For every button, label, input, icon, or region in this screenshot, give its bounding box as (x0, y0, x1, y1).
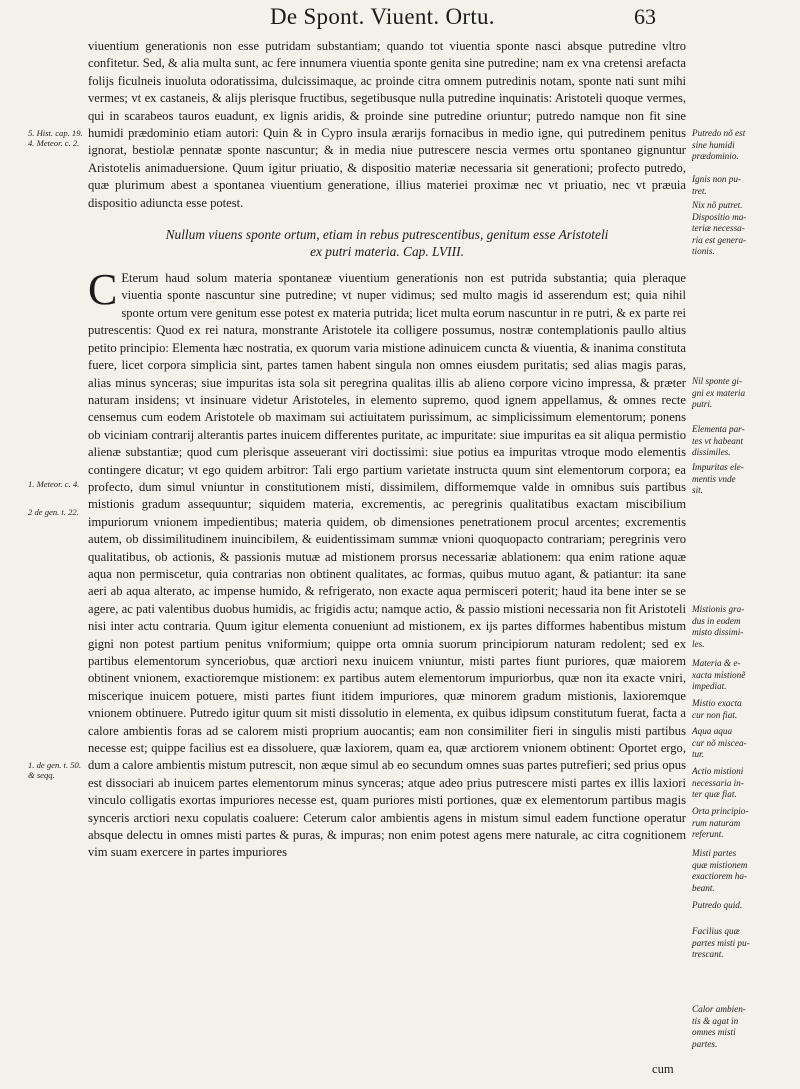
note-line: partes. (692, 1038, 718, 1049)
note-line: Mistio exacta (692, 698, 742, 708)
note-line: sine humidi (692, 139, 735, 150)
note-line: ter quæ fiat. (692, 789, 737, 800)
chapter-heading-line-2: ex putri materia. Cap. LVIII. (310, 244, 464, 260)
note-line: Putredo nõ est (692, 128, 746, 138)
running-header (0, 4, 800, 32)
note-line: tret. (692, 185, 707, 196)
note-line: 1. Meteor. c. 4. (28, 479, 80, 489)
note-line: misto dissimi- (692, 627, 744, 638)
note-line: quæ mistionem (692, 859, 748, 870)
right-margin-note (692, 604, 780, 650)
note-line: dus in eodem (692, 615, 741, 626)
note-line: Impuritas ele- (692, 462, 744, 472)
left-margin-note (28, 128, 86, 148)
note-line: referunt. (692, 829, 724, 840)
note-line: sit. (692, 485, 703, 496)
note-line: Aqua aqua (692, 726, 733, 736)
note-line: tes vt habeant (692, 435, 744, 446)
note-line: cur non fiat. (692, 709, 738, 720)
running-title: De Spont. Viuent. Ortu. (270, 4, 495, 29)
note-line: Calor ambien- (692, 1004, 746, 1014)
note-line: tionis. (692, 246, 715, 257)
right-margin-note (692, 698, 780, 721)
note-line: Elementa par- (692, 424, 745, 434)
paragraph-1: viuentium generationis non esse putridam substantiam; quando tot viuentia sponte nasci absque putredine vltro confitetur. Sed, & alia multa sunt, ac fere innumera viuentia sponte genita sine putredine; nam ex vna cretensi arefacta folijs ficulneis inuoluta odoratissima, dulcissimaque, ac proinde citra omnem putredinis notam, sponte nati sunt mihi vermes; vt ex castaneis, & alijs plerisque fructibus, segetibusque nulla putredine inquinatis: Aristoteli quoque vermes, qui in scarabeos tauros euadunt, ex lignis aridis, & proinde sine putredine oriuntur; putredo namque non fit sine humidi prædominio etiam autori: Quin & in Cypro insula ærarijs fornacibus in medio igne, qui putredinem penitus ignorat, bestiolæ pennatæ sponte nascuntur; & in media niue putrescere nescia vermes ortu spontaneo gignuntur Aristotelis animaduersione. Quum igitur priuatio, & dispositio materiæ necessaria sit generationi; profecto putredo, quæ plurimum abest a spontanea viuentium generatione, illius materiei proximæ nec vt priuatio, nec vt præuia dispositio adiuncta esse potest. (88, 39, 686, 210)
note-line: beant. (692, 882, 715, 893)
note-line: Ignis non pu- (692, 174, 741, 184)
left-margin-note (28, 507, 86, 517)
right-margin-note (692, 200, 780, 258)
note-line: teriæ necessa- (692, 223, 745, 234)
right-margin-note (692, 174, 780, 197)
note-line: gni ex materia (692, 387, 746, 398)
note-line: xacta mistionẽ (692, 669, 746, 680)
paragraph-2 (88, 265, 686, 862)
note-line: 5. Hist. cap. 19. (28, 128, 83, 138)
note-line: Orta principio- (692, 806, 749, 816)
note-line: exactiorem ha- (692, 871, 748, 882)
chapter-heading-line-1: Nullum viuens sponte ortum, etiam in rebus putrescentibus, genitum esse Aristoteli (165, 227, 609, 243)
right-margin-note (692, 1004, 780, 1050)
note-line: rum naturam (692, 817, 741, 828)
note-line: putri. (692, 399, 713, 410)
left-margin-note (28, 760, 86, 780)
note-line: Materia & e- (692, 658, 741, 668)
note-line: necessaria in- (692, 777, 744, 788)
note-line: impediat. (692, 681, 727, 692)
right-margin-note (692, 926, 780, 961)
note-line: Dispositio ma- (692, 211, 747, 222)
note-line: tur. (692, 749, 704, 760)
right-margin-note (692, 766, 780, 801)
note-line: prædominio. (692, 151, 739, 162)
right-margin-note (692, 900, 780, 912)
note-line: dissimiles. (692, 447, 731, 458)
right-margin-note (692, 462, 780, 497)
note-line: ria est genera- (692, 234, 747, 245)
note-line: les. (692, 638, 705, 649)
note-line: trescant. (692, 949, 724, 960)
right-margin-note (692, 726, 780, 761)
note-line: omnes misti (692, 1027, 736, 1038)
note-line: cur nõ miscea- (692, 737, 747, 748)
note-line: 1. de gen. t. 50. (28, 760, 81, 770)
note-line: Putredo quid. (692, 900, 743, 910)
note-line: mentis vnde (692, 473, 736, 484)
note-line: Misti partes (692, 848, 737, 858)
drop-capital: C (88, 265, 118, 315)
left-margin-note (28, 479, 86, 489)
right-margin-note (692, 848, 780, 894)
note-line: & seqq. (28, 770, 55, 780)
note-line: Nil sponte gi- (692, 376, 743, 386)
catchword: cum (652, 1062, 674, 1076)
note-line: partes misti pu- (692, 937, 750, 948)
note-line: 4. Meteor. c. 2. (28, 138, 80, 148)
note-line: Mistionis gra- (692, 604, 745, 614)
note-line: tis & agat in (692, 1015, 739, 1026)
main-text (88, 38, 686, 862)
page-number: 63 (634, 4, 656, 29)
chapter-heading (88, 226, 686, 260)
right-margin-note (692, 806, 780, 841)
right-margin-note (692, 424, 780, 459)
note-line: Nix nõ putret. (692, 200, 743, 210)
note-line: 2 de gen. t. 22. (28, 507, 79, 517)
note-line: Facilius quæ (692, 926, 740, 936)
right-margin-note (692, 376, 780, 411)
right-margin-note (692, 658, 780, 693)
right-margin-note (692, 128, 780, 163)
paragraph-2-text: Eterum haud solum materia spontaneæ viuentium generationis non est putrida substantia; quia pleraque viuentia sponte nascuntur sine putredine; vt nuper vidimus; sed multo magis id asserendum est; quia nihil sponte ortum vere genitum esse potest ex materia putrida; licet multa eorum nascuntur in re putri, & ex parte rei putrescentis: Quod ex rei natura, monstrante Aristotele ita colligere possumus, nostræ contemplationis paullo altius petito principio: Elementa hæc nostratia, ex quorum varia mistione adinuicem cuncta & viuentia, & inanima constituta fuere, licet corpora simplicia sint, partes tamen habent singula non omnes eiusdem puritatis; sed alias magis paras, alias minus synceras; siue impuritas ista sola sit peregrina qualitas illis ab alieno corpore vicino impressa, & præter naturam insidens; vt insinuare videtur Aristoteles, in elemento supremo, quod ignem appellamus, & omnes recte censemus cum eodem Aristotele ob maximam sui actiuitatem purissimum, ac simplicissimum elementorum; ponens ob viciniam contrarij alterantis partes inuicem differentes puritate, ac impuritate: siue impuritas ea sit aliqua permistio alienæ substantiæ; quod cum plerisque asseuerant viri doctissimi: siue potius ea impuritas vtroque modo elementis contingere dicatur; vt ego quidem arbitror: Tali ergo partium varietate instructa quum sint elementorum corpora; ea profecto, dum simul vniuntur in constitutionem misti, dissimilem, difformemque valde in omnibus suis partibus mistionis gradum assequuntur; siquidem materia, excrementis, ac peregrinis qualitatibus exactam miscibilium impuriorum vnionem impedientibus; materia quidem, ob dimensiones penetrationem procul arcentes; excrementis autem, ob dissimilitudinem inuincibilem, & euidentissimam summæ vnioni quoquopacto contrariam; peregrinis vero qualitatibus, ob actionis, & passionis mutuæ ad mistionem prorsus necessariæ ablationem: qua enim ratione aquæ aqua non permiscetur, quia contrarias non obtinent qualitates, ac formas, quibus mutuo agant, & patiantur: ita sane aeri ab aqua alterato, ac impense humido, & refrigerato, non exacte aqua permisceri poterit; haud ita bene inter se se agere, ac pati valentibus duobus humidis, ac frigidis actu; namque actio, & passio mistioni necessaria non fit Aristoteli nisi inter actu contraria. Quum igitur elementa conueniunt ad mistionem, ex ijs partes difformes habentibus mistum gigni non potest partium penitus vniformium; quippe orta omnia suorum principiorum naturam redolent; sed ex partibus elementorum synceriobus, quæ arctiori nexu inuicem vniuntur, misti partes fiunt puriores, quæ maiorem obtinent vnionem, exactioremque mistionem: ex partibus autem elementorum impuriorbus, quæ non ita exacte vniri, miscerique inuicem potuere, misti partes fiunt itidem impuriores, quæ minorem gradum mistionis, laxioremque vnionem obtinuere. Putredo igitur quum sit misti dissolutio in elementa, ex quibus idipsum constitutum fuerat, facta a calore ambientis foras ad se calorem misti proprium auocantis; eam non consimiliter fieri in singulis misti partibus necesse est; quippe facilius est ea dissoluere, quæ laxiorem, quam ea, quæ arctiorem vnionem obtinent: Oportet ergo, dum a calore ambientis mistum putrescit, non æque simul ab eo secundum omnes suas partes putrefieri; sed prius opus est dissociari ab inuicem partes elementorum minus synceras; atque adeo prius putrescere misti partes ex illis laxiori vinculo colligatis exortas impuriores necesse est, quam puriores misti portiones, quæ ex elementorum partibus magis synceris arctiori nexu copulatis coaluere: Ceterum calor ambientis agens in mistum simul eadem functione operatur absque delectu in omnes misti partes & puras, & impuras; non enim potest agens mere naturale, ac citra cognitionem vim suam exercere in partes impuriores (88, 271, 686, 860)
note-line: Actio mistioni (692, 766, 744, 776)
